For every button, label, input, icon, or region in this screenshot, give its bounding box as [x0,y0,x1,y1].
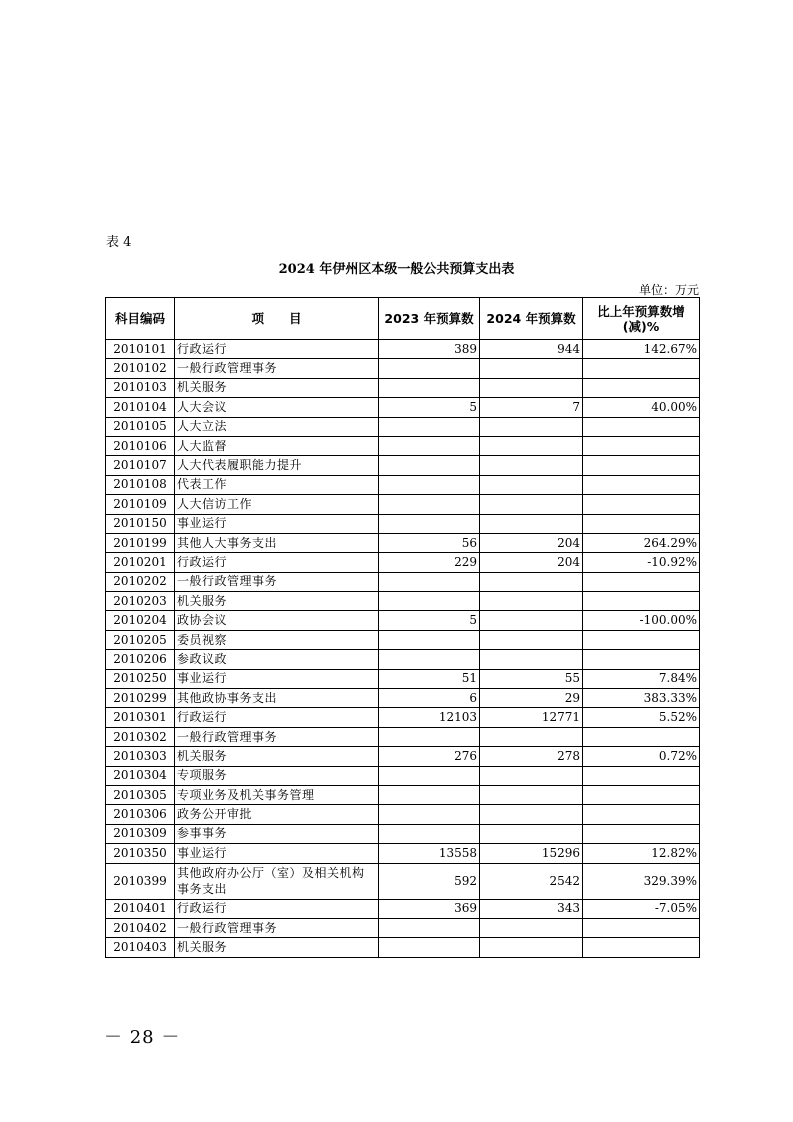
cell-2023-budget: 51 [379,669,480,688]
cell-2024-budget [480,475,583,494]
header-code: 科目编码 [106,298,175,340]
cell-change-percent [583,475,700,494]
cell-2023-budget [379,456,480,475]
table-row [106,553,700,572]
cell-item-name: 人大监督 [175,436,379,455]
cell-change-percent [583,359,700,378]
header-item: 项 目 [175,298,379,340]
cell-item-name: 一般行政管理事务 [175,727,379,746]
cell-change-percent [583,592,700,611]
cell-2023-budget: 56 [379,533,480,552]
table-row [106,747,700,766]
cell-2023-budget [379,766,480,785]
cell-code: 2010103 [106,378,175,397]
cell-change-percent [583,918,700,937]
cell-change-percent: 0.72% [583,747,700,766]
cell-2023-budget: 229 [379,553,480,572]
document-title: 2024 年伊州区本级一般公共预算支出表 [278,262,515,277]
cell-2024-budget [480,359,583,378]
cell-code: 2010102 [106,359,175,378]
cell-2024-budget [480,417,583,436]
table-row [106,572,700,591]
table-row [106,340,700,359]
table-row [106,805,700,824]
table-row [106,844,700,863]
cell-code: 2010206 [106,650,175,669]
cell-2023-budget [379,417,480,436]
cell-2024-budget: 7 [480,398,583,417]
table-row [106,689,700,708]
cell-code: 2010150 [106,514,175,533]
cell-2024-budget [480,378,583,397]
table-row [106,417,700,436]
cell-2023-budget [379,495,480,514]
table-row [106,899,700,918]
cell-2023-budget [379,918,480,937]
page-number: － 28 － [104,1027,181,1048]
table-header-row [106,298,700,340]
cell-2023-budget [379,514,480,533]
cell-2024-budget [480,495,583,514]
cell-item-name: 一般行政管理事务 [175,359,379,378]
cell-code: 2010201 [106,553,175,572]
cell-change-percent [583,417,700,436]
cell-2024-budget: 278 [480,747,583,766]
table-row [106,938,700,957]
cell-item-name: 委员视察 [175,630,379,649]
table-row [106,650,700,669]
cell-code: 2010106 [106,436,175,455]
cell-2023-budget [379,436,480,455]
cell-2024-budget: 343 [480,899,583,918]
cell-2023-budget: 12103 [379,708,480,727]
cell-2023-budget [379,630,480,649]
cell-code: 2010101 [106,340,175,359]
table-label: 表 4 [106,235,132,250]
cell-item-name: 其他人大事务支出 [175,533,379,552]
cell-change-percent [583,572,700,591]
table-row [106,359,700,378]
cell-2024-budget: 944 [480,340,583,359]
cell-code: 2010305 [106,785,175,804]
table-row [106,669,700,688]
cell-change-percent: 383.33% [583,689,700,708]
cell-2024-budget: 55 [480,669,583,688]
cell-2023-budget: 592 [379,863,480,899]
cell-2023-budget [379,572,480,591]
cell-2024-budget: 204 [480,533,583,552]
table-row [106,918,700,937]
cell-change-percent [583,456,700,475]
cell-item-name: 其他政府办公厅（室）及相关机构事务支出 [175,863,379,899]
cell-2024-budget [480,456,583,475]
cell-2024-budget: 12771 [480,708,583,727]
cell-2023-budget [379,592,480,611]
cell-code: 2010402 [106,918,175,937]
cell-item-name: 机关服务 [175,592,379,611]
cell-code: 2010109 [106,495,175,514]
cell-2024-budget [480,805,583,824]
table-row [106,514,700,533]
cell-item-name: 一般行政管理事务 [175,918,379,937]
cell-item-name: 机关服务 [175,378,379,397]
cell-2023-budget [379,475,480,494]
cell-change-percent: 12.82% [583,844,700,863]
table-row [106,495,700,514]
cell-code: 2010205 [106,630,175,649]
cell-change-percent: -10.92% [583,553,700,572]
cell-item-name: 事业运行 [175,514,379,533]
cell-2024-budget [480,436,583,455]
cell-change-percent: 7.84% [583,669,700,688]
cell-2024-budget [480,611,583,630]
cell-2023-budget [379,650,480,669]
table-row [106,727,700,746]
cell-code: 2010299 [106,689,175,708]
cell-item-name: 行政运行 [175,899,379,918]
cell-2024-budget: 15296 [480,844,583,863]
cell-2023-budget [379,727,480,746]
cell-item-name: 参事事务 [175,824,379,843]
cell-2024-budget [480,727,583,746]
cell-2023-budget [379,824,480,843]
cell-code: 2010204 [106,611,175,630]
cell-change-percent: -7.05% [583,899,700,918]
cell-change-percent: -100.00% [583,611,700,630]
cell-item-name: 参政议政 [175,650,379,669]
cell-change-percent [583,378,700,397]
cell-item-name: 行政运行 [175,340,379,359]
unit-label: 单位：万元 [638,283,699,297]
cell-2024-budget [480,650,583,669]
cell-code: 2010399 [106,863,175,899]
cell-2024-budget [480,918,583,937]
table-row [106,863,700,899]
cell-change-percent: 40.00% [583,398,700,417]
table-row [106,398,700,417]
cell-code: 2010108 [106,475,175,494]
table-row [106,475,700,494]
cell-2024-budget [480,592,583,611]
cell-item-name: 人大代表履职能力提升 [175,456,379,475]
cell-change-percent [583,785,700,804]
table-row [106,436,700,455]
cell-2023-budget: 5 [379,398,480,417]
cell-item-name: 事业运行 [175,669,379,688]
cell-code: 2010104 [106,398,175,417]
cell-2023-budget: 369 [379,899,480,918]
header-2023: 2023 年预算数 [379,298,480,340]
cell-item-name: 人大会议 [175,398,379,417]
cell-change-percent [583,650,700,669]
cell-2024-budget [480,824,583,843]
cell-2024-budget: 29 [480,689,583,708]
cell-code: 2010403 [106,938,175,957]
cell-item-name: 专项服务 [175,766,379,785]
table-row [106,766,700,785]
cell-code: 2010203 [106,592,175,611]
cell-2024-budget [480,514,583,533]
cell-code: 2010105 [106,417,175,436]
cell-item-name: 行政运行 [175,553,379,572]
cell-change-percent: 142.67% [583,340,700,359]
table-row [106,592,700,611]
cell-2023-budget: 13558 [379,844,480,863]
header-change: 比上年预算数增(减)% [583,298,700,340]
cell-change-percent [583,630,700,649]
cell-code: 2010301 [106,708,175,727]
table-row [106,456,700,475]
cell-item-name: 事业运行 [175,844,379,863]
cell-item-name: 人大信访工作 [175,495,379,514]
cell-change-percent [583,938,700,957]
cell-change-percent [583,495,700,514]
cell-2023-budget: 6 [379,689,480,708]
cell-code: 2010107 [106,456,175,475]
cell-code: 2010250 [106,669,175,688]
cell-change-percent [583,514,700,533]
cell-2024-budget [480,630,583,649]
cell-2023-budget [379,938,480,957]
cell-2023-budget: 389 [379,340,480,359]
cell-code: 2010302 [106,727,175,746]
cell-2023-budget [379,378,480,397]
cell-item-name: 政协会议 [175,611,379,630]
cell-2024-budget: 204 [480,553,583,572]
table-body [106,340,700,958]
header-2024: 2024 年预算数 [480,298,583,340]
cell-change-percent [583,727,700,746]
cell-2023-budget: 276 [379,747,480,766]
cell-code: 2010309 [106,824,175,843]
cell-2024-budget [480,766,583,785]
cell-2024-budget: 2542 [480,863,583,899]
table-row [106,785,700,804]
cell-item-name: 机关服务 [175,747,379,766]
table-row [106,611,700,630]
cell-code: 2010202 [106,572,175,591]
cell-change-percent: 5.52% [583,708,700,727]
cell-code: 2010350 [106,844,175,863]
cell-2024-budget [480,785,583,804]
cell-item-name: 政务公开审批 [175,805,379,824]
cell-code: 2010199 [106,533,175,552]
cell-2023-budget [379,805,480,824]
budget-table [105,297,700,958]
cell-change-percent [583,436,700,455]
cell-2023-budget [379,359,480,378]
cell-item-name: 一般行政管理事务 [175,572,379,591]
cell-2023-budget: 5 [379,611,480,630]
cell-change-percent [583,824,700,843]
table-row [106,708,700,727]
cell-change-percent: 329.39% [583,863,700,899]
cell-code: 2010306 [106,805,175,824]
cell-2024-budget [480,572,583,591]
table-row [106,630,700,649]
cell-change-percent: 264.29% [583,533,700,552]
cell-change-percent [583,766,700,785]
cell-2024-budget [480,938,583,957]
cell-change-percent [583,805,700,824]
cell-item-name: 专项业务及机关事务管理 [175,785,379,804]
cell-item-name: 其他政协事务支出 [175,689,379,708]
cell-code: 2010304 [106,766,175,785]
cell-code: 2010303 [106,747,175,766]
table-row [106,378,700,397]
table-row [106,824,700,843]
cell-item-name: 代表工作 [175,475,379,494]
cell-item-name: 人大立法 [175,417,379,436]
table-row [106,533,700,552]
cell-code: 2010401 [106,899,175,918]
cell-item-name: 机关服务 [175,938,379,957]
cell-2023-budget [379,785,480,804]
cell-item-name: 行政运行 [175,708,379,727]
